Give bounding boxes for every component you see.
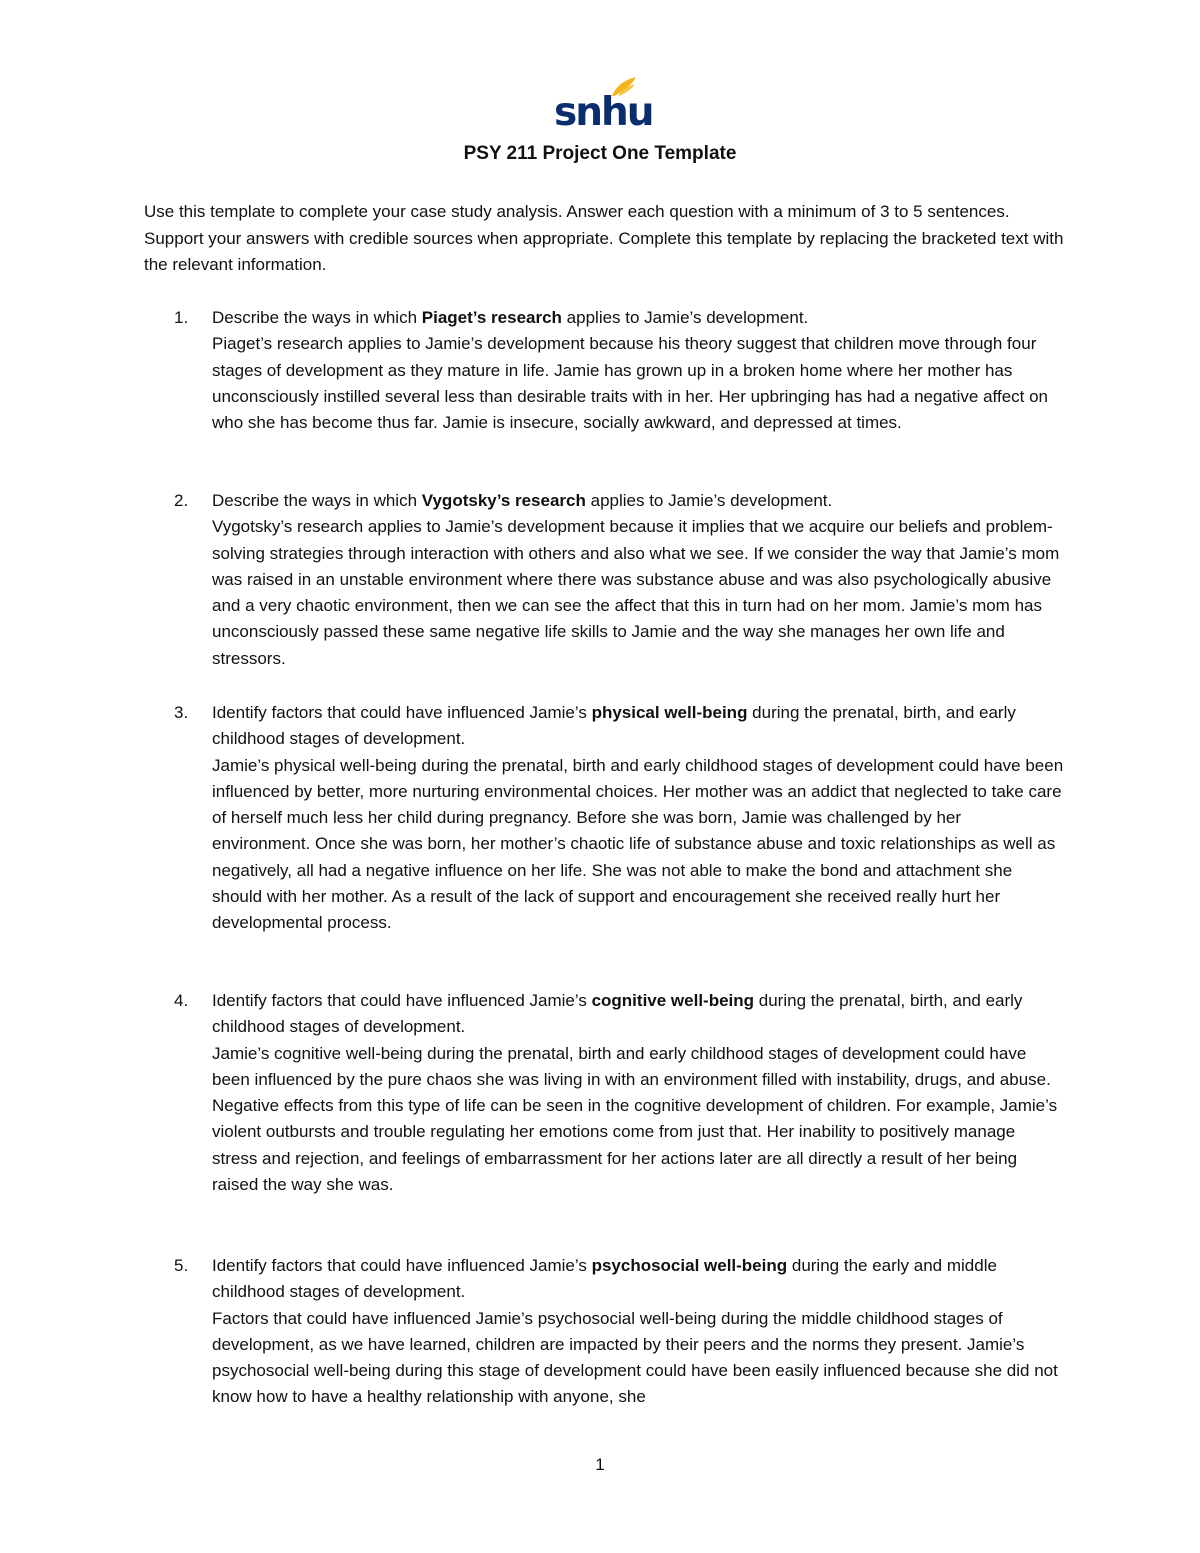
- question-text: Identify factors that could have influenced Jamie’s psychosocial well-being during the early and middle childhood stages of development.: [212, 1256, 997, 1302]
- question-number: 4.: [174, 991, 189, 1010]
- snhu-logo: [554, 76, 653, 135]
- question-item-5: [144, 1253, 1064, 1411]
- question-bold-term: Piaget’s research: [421, 308, 562, 327]
- answer-text: Jamie’s physical well-being during the prenatal, birth and early childhood stages of development could have been influenced by better, more nurturing environmental choices. Her mother was an addict that neglected to take care of herself much less her child during pregnancy. Before she was born, Jamie was challenged by her environment. Once she was born, her mother’s chaotic life of substance abuse and toxic relationships as well as negatively, all had a negative influence on her life. She was not able to make the bond and attachment she should with her mother. As a result of the lack of support and encouragement she received really hurt her developmental process.: [212, 755, 1064, 933]
- logo-wordmark: snhu: [554, 90, 653, 135]
- question-item-1: [144, 305, 1064, 436]
- question-bold-term: psychosocial well-being: [591, 1256, 788, 1275]
- answer-text: Piaget’s research applies to Jamie’s development because his theory suggest that children move through four stages of development as they mature in life. Jamie has grown up in a broken home where her mother has unconsciously instilled several less than desirable traits with in her. Her upbringing has had a negative affect on who she has become thus far. Jamie is insecure, socially awkward, and depressed at times.: [212, 334, 1049, 433]
- intro-text: Use this template to complete your case study analysis. Answer each question with a minimum of 3 to 5 sentences. Support your answers with credible sources when appropriate. Complete this template by replacing the bracketed text with the relevant information.: [144, 202, 1064, 274]
- question-number: 1.: [174, 308, 189, 327]
- question-text: Describe the ways in which Piaget’s research applies to Jamie’s development.: [212, 308, 809, 327]
- question-text: Describe the ways in which Vygotsky’s research applies to Jamie’s development.: [212, 491, 833, 510]
- question-bold-term: physical well-being: [591, 703, 748, 722]
- page-number: 1: [595, 1455, 605, 1474]
- answer-text: Jamie’s cognitive well-being during the prenatal, birth and early childhood stages of development could have been influenced by the pure chaos she was living in with an environment filled with instability, drugs, and abuse. Negative effects from this type of life can be seen in the cognitive development of children. For example, Jamie’s violent outbursts and trouble regulating her emotions come from just that. Her inability to positively manage stress and rejection, and feelings of embarrassment for her actions later are all directly a result of her being raised the way she was.: [212, 1043, 1058, 1195]
- document-title: PSY 211 Project One Template: [463, 143, 737, 164]
- question-bold-term: cognitive well-being: [591, 991, 755, 1010]
- question-number: 5.: [174, 1256, 189, 1275]
- question-bold-term: Vygotsky’s research: [421, 491, 586, 510]
- answer-text: Vygotsky’s research applies to Jamie’s development because it implies that we acquire our beliefs and problem-solving strategies through interaction with others and also what we see. If we consider the way that Jamie’s mom was raised in an unstable environment where there was substance abuse and was also psychologically abusive and a very chaotic environment, then we can see the affect that this in turn had on her mom. Jamie’s mom has unconsciously passed these same negative life skills to Jamie and the way she manages her own life and stressors.: [212, 517, 1060, 668]
- question-item-4: [144, 988, 1064, 1198]
- answer-text: Factors that could have influenced Jamie’s psychosocial well-being during the middle childhood stages of development, as we have learned, children are impacted by their peers and the norms they present. Jamie’s psychosocial well-being during this stage of development could have been easily influenced because she did not know how to have a healthy relationship with anyone, she: [212, 1308, 1058, 1407]
- question-number: 2.: [174, 491, 189, 510]
- question-text: Identify factors that could have influenced Jamie’s physical well-being during the prenatal, birth, and early childhood stages of development.: [212, 703, 1016, 749]
- intro-paragraph: [144, 199, 1064, 279]
- question-text: Identify factors that could have influenced Jamie’s cognitive well-being during the prenatal, birth, and early childhood stages of development.: [212, 991, 1023, 1037]
- question-number: 3.: [174, 703, 189, 722]
- question-item-3: [144, 700, 1064, 937]
- question-item-2: [144, 488, 1064, 672]
